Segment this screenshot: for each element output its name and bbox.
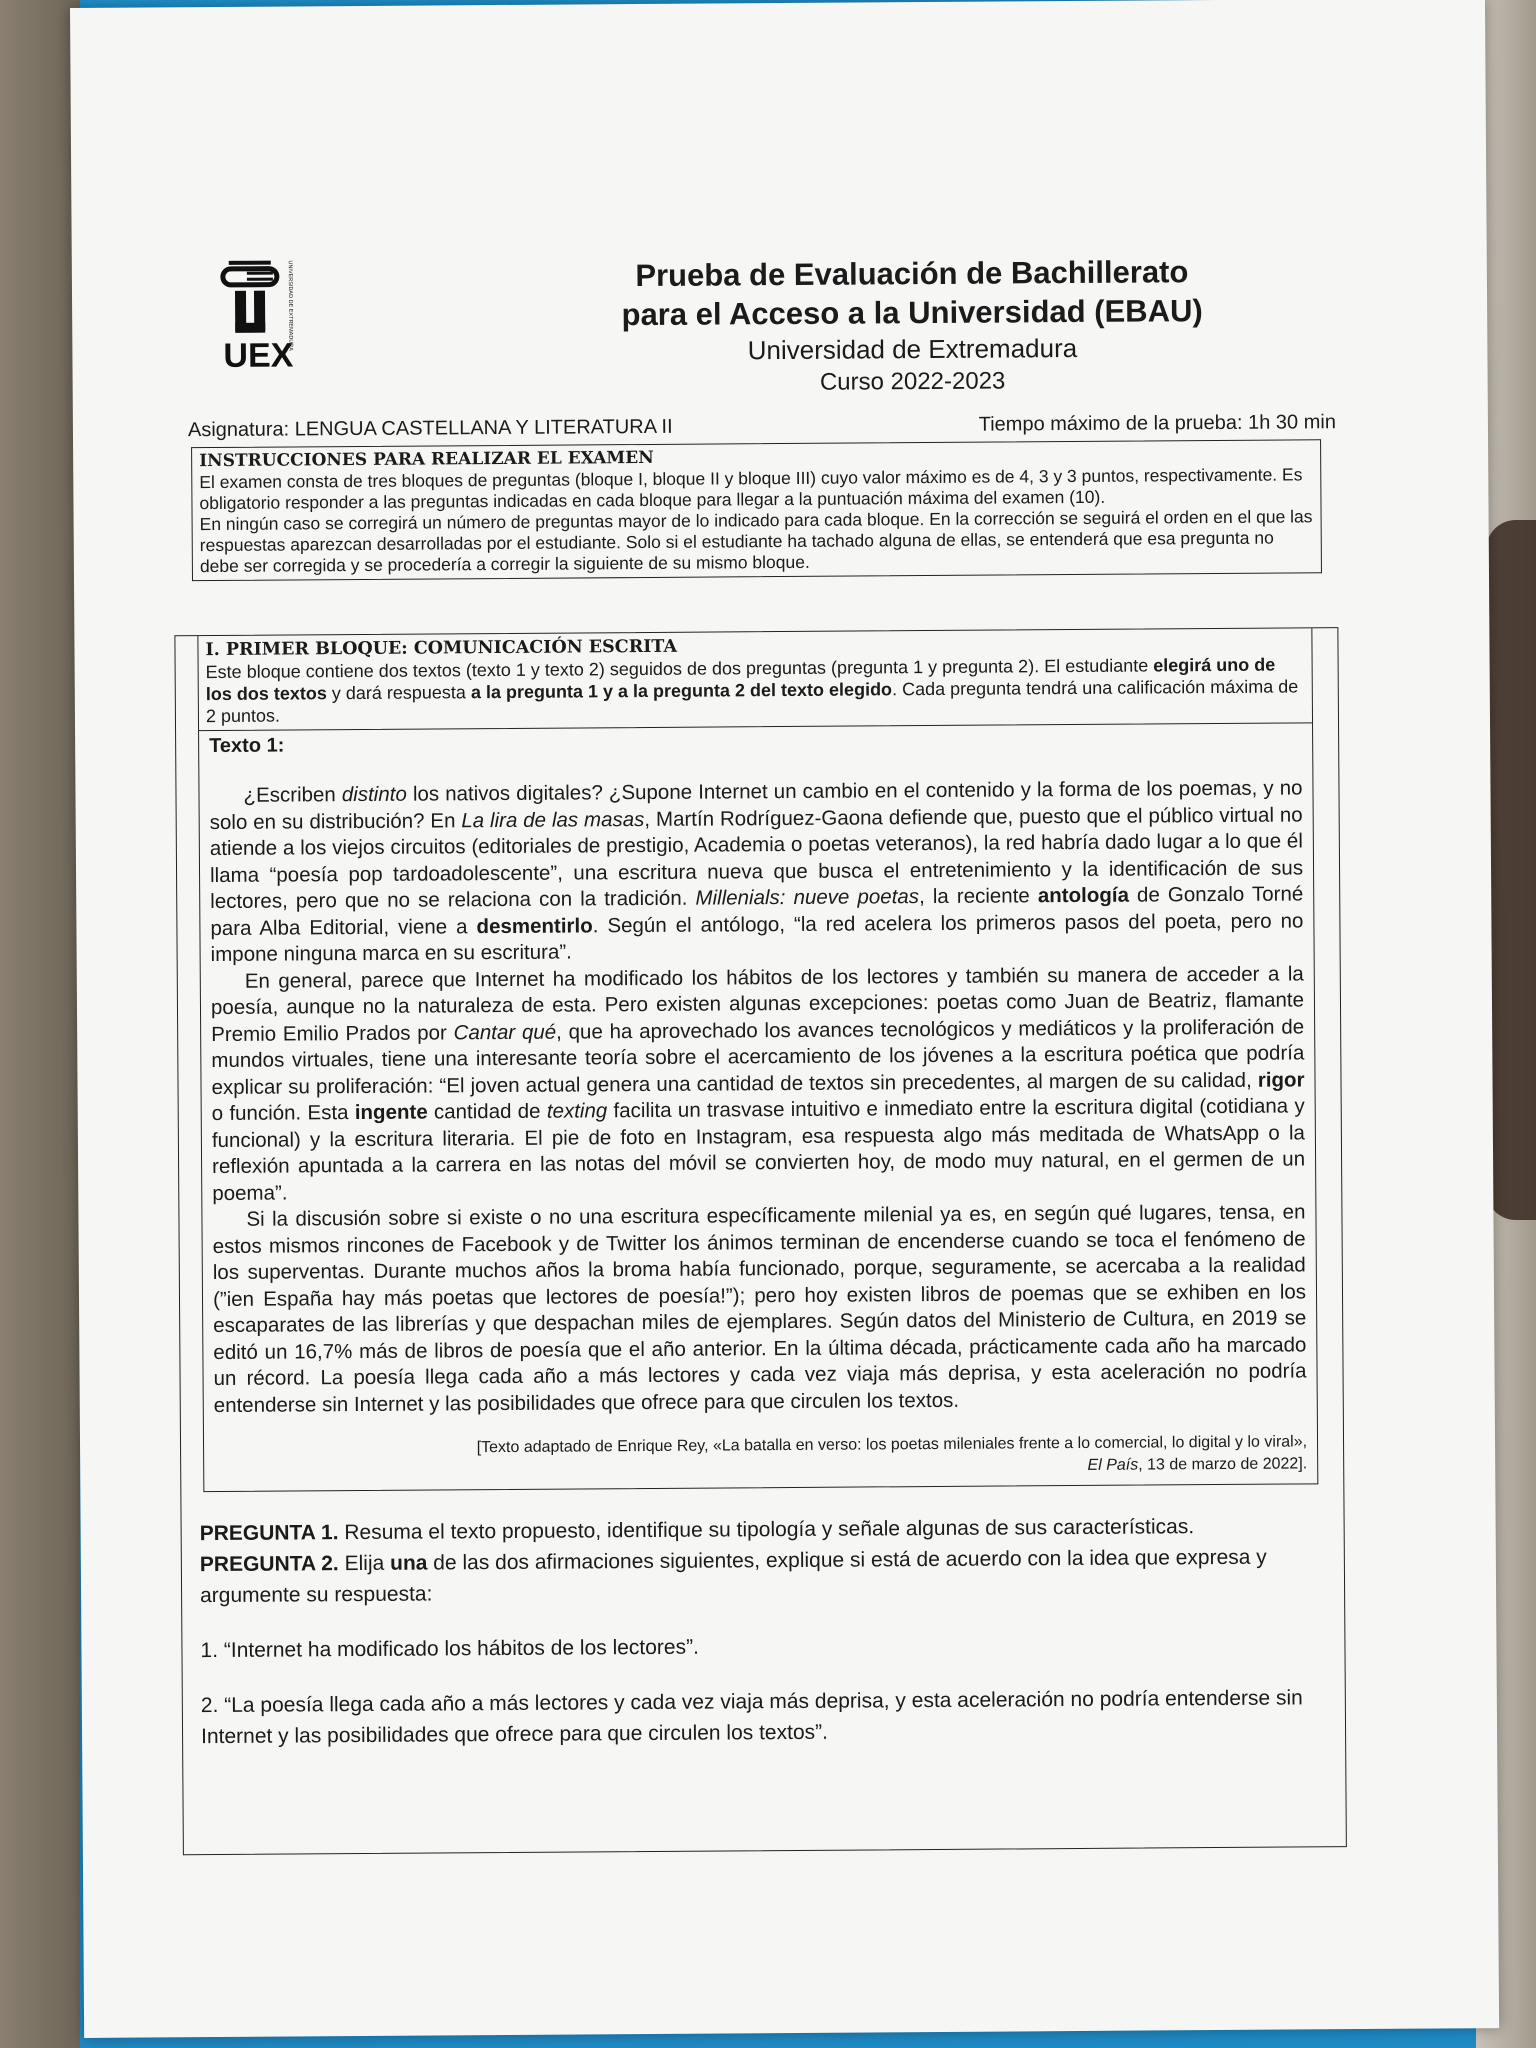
question-2-option-1: 1. “Internet ha modificado los hábitos de los lectores”. [200,1635,699,1663]
exam-header [462,251,1363,401]
instructions-box [191,439,1322,581]
question-2: PREGUNTA 2. Elija una de las dos afirmaciones siguientes, explique si está de acuerdo con la idea que expresa y argumente su respuesta: [199,1545,1267,1608]
university-name: Universidad de Extremadura [747,332,1078,366]
question-1: PREGUNTA 1. Resuma el texto propuesto, identifique su tipología y señale algunas de sus características. [199,1515,1195,1546]
text-paragraph-2: En general, parece que Internet ha modificado los hábitos de los lectores y también su manera de acceder a la poesía, aunque no la naturaleza de esta. Pero existen algunas excepciones: poetas como Juan de Beatriz, flamante Premio Emilio Prados por Cantar qué, que ha aprovechado los avances tecnológicos y mediáticos y la proliferación de mundos virtuales, tiene una interesante teoría sobre el acercamiento de los jóvenes a la escritura poética que podría explicar su proliferación: “El joven actual genera una cantidad de textos sin precedentes, al margen de su calidad, rigor o función. Esta ingente cantidad de texting facilita un trasvase intuitivo e inmediato entre la escritura digital (cotidiana y funcional) y la escritura literaria. El pie de foto en Instagram, esa respuesta algo más meditada de WhatsApp o la reflexión apuntada a la carrera en las notas del móvil se convierten hoy, de modo muy natural, en el germen de un poema”. [210,961,1306,1205]
texto-1-box [198,722,1318,1492]
course-year: Curso 2022-2023 [819,367,1006,396]
background-hand [1486,520,1536,1220]
block-1-header [197,628,1313,730]
instructions-paragraph-2: En ningún caso se corregirá un número de preguntas mayor de lo indicado para cada bloque. En la corrección se seguirá el orden en el que las respuestas aparezcan desarrolladas por el estudiante. Solo si el estudiante ha tachado alguna de ellas, se entenderá que esa pregunta no debe ser corregida y se procedería a corregir la siguiente de su mismo bloque. [199,506,1313,577]
question-2-option-2: 2. “La poesía llega cada año a más lectores y cada vez viaja más deprisa, y esta aceleración no podría entenderse sin Internet y las posibilidades que ofrece para que circulen los textos”. [200,1686,1303,1749]
block-1 [174,627,1346,1855]
text-source: [Texto adaptado de Enrique Rey, «La batalla en verso: los poetas mileniales frente a lo comercial, lo digital y lo viral», El País, 13 de marzo de 2022]. [476,1433,1308,1474]
block-1-title: I. PRIMER BLOQUE: COMUNICACIÓN ESCRITA [205,636,678,661]
texto-1-label: Texto 1: [209,734,285,758]
instructions-title: INSTRUCCIONES PARA REALIZAR EL EXAMEN [199,447,654,472]
exam-paper [70,0,1499,2038]
title-line1: Prueba de Evaluación de Bachillerato [635,254,1189,294]
block-1-intro: Este bloque contiene dos textos (texto 1 y texto 2) seguidos de dos preguntas (pregunta 1 y pregunta 2). El estudiante elegirá uno de los dos textos y dará respuesta a la pregunta 1 y a la pregunta 2 del texto elegido. Cada pregunta tendrá una calificación máxima de 2 puntos. [205,654,1299,727]
logo-text: UEX [223,336,294,375]
questions-section [181,1484,1345,1752]
logo-side-text: UNIVERSIDAD DE EXTREMADURA [286,260,294,351]
time-limit: Tiempo máximo de la prueba: 1h 30 min [978,411,1336,436]
background-left [0,0,80,2048]
text-paragraph-3: Si la discusión sobre si existe o no una escritura específicamente milenial ya es, en según qué lugares, tensa, en estos mismos rincones de Facebook y de Twitter los ánimos terminan de encenderse cuando se toca el fenómeno de los superventas. Durante muchos años la broma había funcionado, porque, seguramente, se acercaba a la realidad (”ien España hay más poetas que lectores de poesía!”); pero hoy existen libros de poemas que se exhiben en los escaparates de las librerías y que despachan miles de ejemplares. Según datos del Ministerio de Cultura, en 2019 se editó un 16,7% más de libros de poesía que el año anterior. En la última década, prácticamente cada año ha marcado un récord. La poesía llega cada año a más lectores y cada vez viaja más deprisa, y esta aceleración no podría entenderse sin Internet y las posibilidades que ofrece para que circulen los textos. [212,1200,1307,1417]
subject-label: Asignatura: LENGUA CASTELLANA Y LITERATURA II [187,415,673,442]
text-paragraph-1: ¿Escriben distinto los nativos digitales? ¿Supone Internet un cambio en el contenido y la forma de los poemas, y no solo en su distribución? En La lira de las masas, Martín Rodríguez-Gaona defiende que, puesto que el público virtual no atiende a los viejos circuitos (editoriales de prestigio, Academia o poetas veteranos), la red habría dado lugar a lo que él llama “poesía pop tardoadolescente”, una escritura nueva que busca el entretenimiento y la identificación de sus lectores, pero que no se relaciona con la tradición. Millenials: nueve poetas, la reciente antología de Gonzalo Torné para Alba Editorial, viene a desmentirlo. Según el antólogo, “la red acelera los primeros pasos del poeta, pero no impone ninguna marca en su escritura”. [209,776,1304,967]
instructions-paragraph-1: El examen consta de tres bloques de preguntas (bloque I, bloque II y bloque III) cuyo valor máximo es de 4, 3 y 3 puntos, respectivamente. Es obligatorio responder a las preguntas indicadas en cada bloque para llegar a la puntuación máxima del examen (10). [199,464,1303,514]
title-line2: para el Acceso a la Universidad (EBAU) [621,293,1203,333]
uex-logo [207,256,298,377]
